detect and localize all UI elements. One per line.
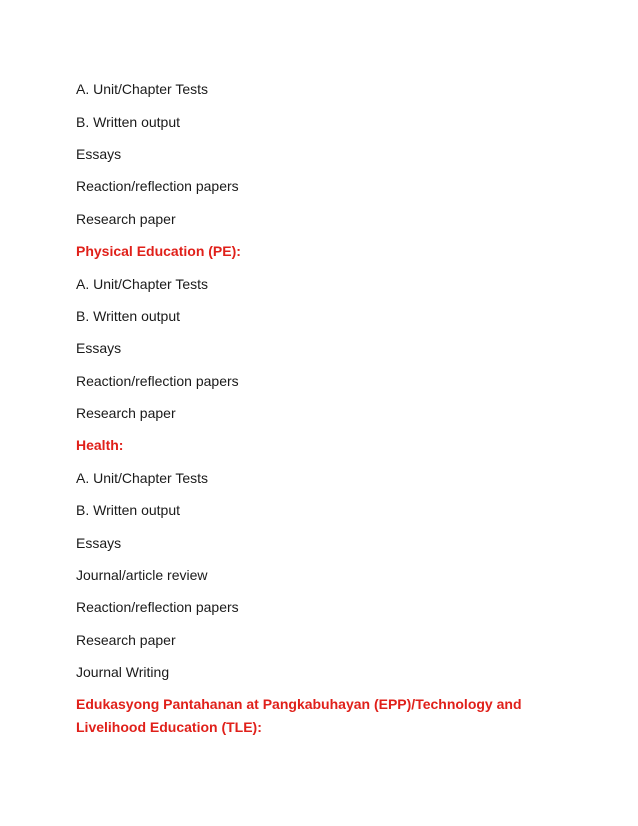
doc-line — [76, 526, 596, 558]
doc-line — [76, 73, 596, 105]
doc-line — [76, 462, 596, 494]
line-text: Research paper — [76, 631, 176, 648]
line-text: Essays — [76, 145, 122, 162]
doc-line — [76, 397, 596, 429]
line-text: Research paper — [76, 405, 176, 422]
line-text: B. Written output — [76, 307, 181, 324]
doc-line — [76, 105, 596, 137]
doc-line — [76, 494, 596, 526]
doc-line — [76, 203, 596, 235]
doc-line — [76, 332, 596, 364]
section-heading-health — [76, 429, 596, 461]
heading-text-line-1: Edukasyong Pantahanan at Pangkabuhayan (EPP)/Technology and — [76, 696, 522, 713]
section-heading-epp-tle — [76, 693, 596, 739]
doc-line — [76, 656, 596, 688]
line-text: A. Unit/Chapter Tests — [76, 469, 209, 486]
document-content — [76, 73, 596, 739]
line-text: Research paper — [76, 210, 176, 227]
doc-line — [76, 300, 596, 332]
doc-line — [76, 365, 596, 397]
line-text: Essays — [76, 340, 122, 357]
line-text: Reaction/reflection papers — [76, 599, 239, 616]
heading-text: Physical Education (PE): — [76, 243, 241, 260]
line-text: Journal Writing — [76, 664, 170, 681]
line-text: A. Unit/Chapter Tests — [76, 275, 209, 292]
doc-line — [76, 170, 596, 202]
heading-text: Health: — [76, 437, 124, 454]
section-heading-pe — [76, 235, 596, 267]
doc-line — [76, 591, 596, 623]
line-text: Reaction/reflection papers — [76, 372, 239, 389]
line-text: Reaction/reflection papers — [76, 178, 239, 195]
line-text: B. Written output — [76, 113, 181, 130]
heading-text-line-2: Livelihood Education (TLE): — [76, 719, 262, 736]
line-text: B. Written output — [76, 502, 181, 519]
doc-line — [76, 267, 596, 299]
line-text: Journal/article review — [76, 567, 208, 584]
doc-line — [76, 624, 596, 656]
doc-line — [76, 559, 596, 591]
doc-line — [76, 138, 596, 170]
line-text: A. Unit/Chapter Tests — [76, 81, 209, 98]
line-text: Essays — [76, 534, 122, 551]
